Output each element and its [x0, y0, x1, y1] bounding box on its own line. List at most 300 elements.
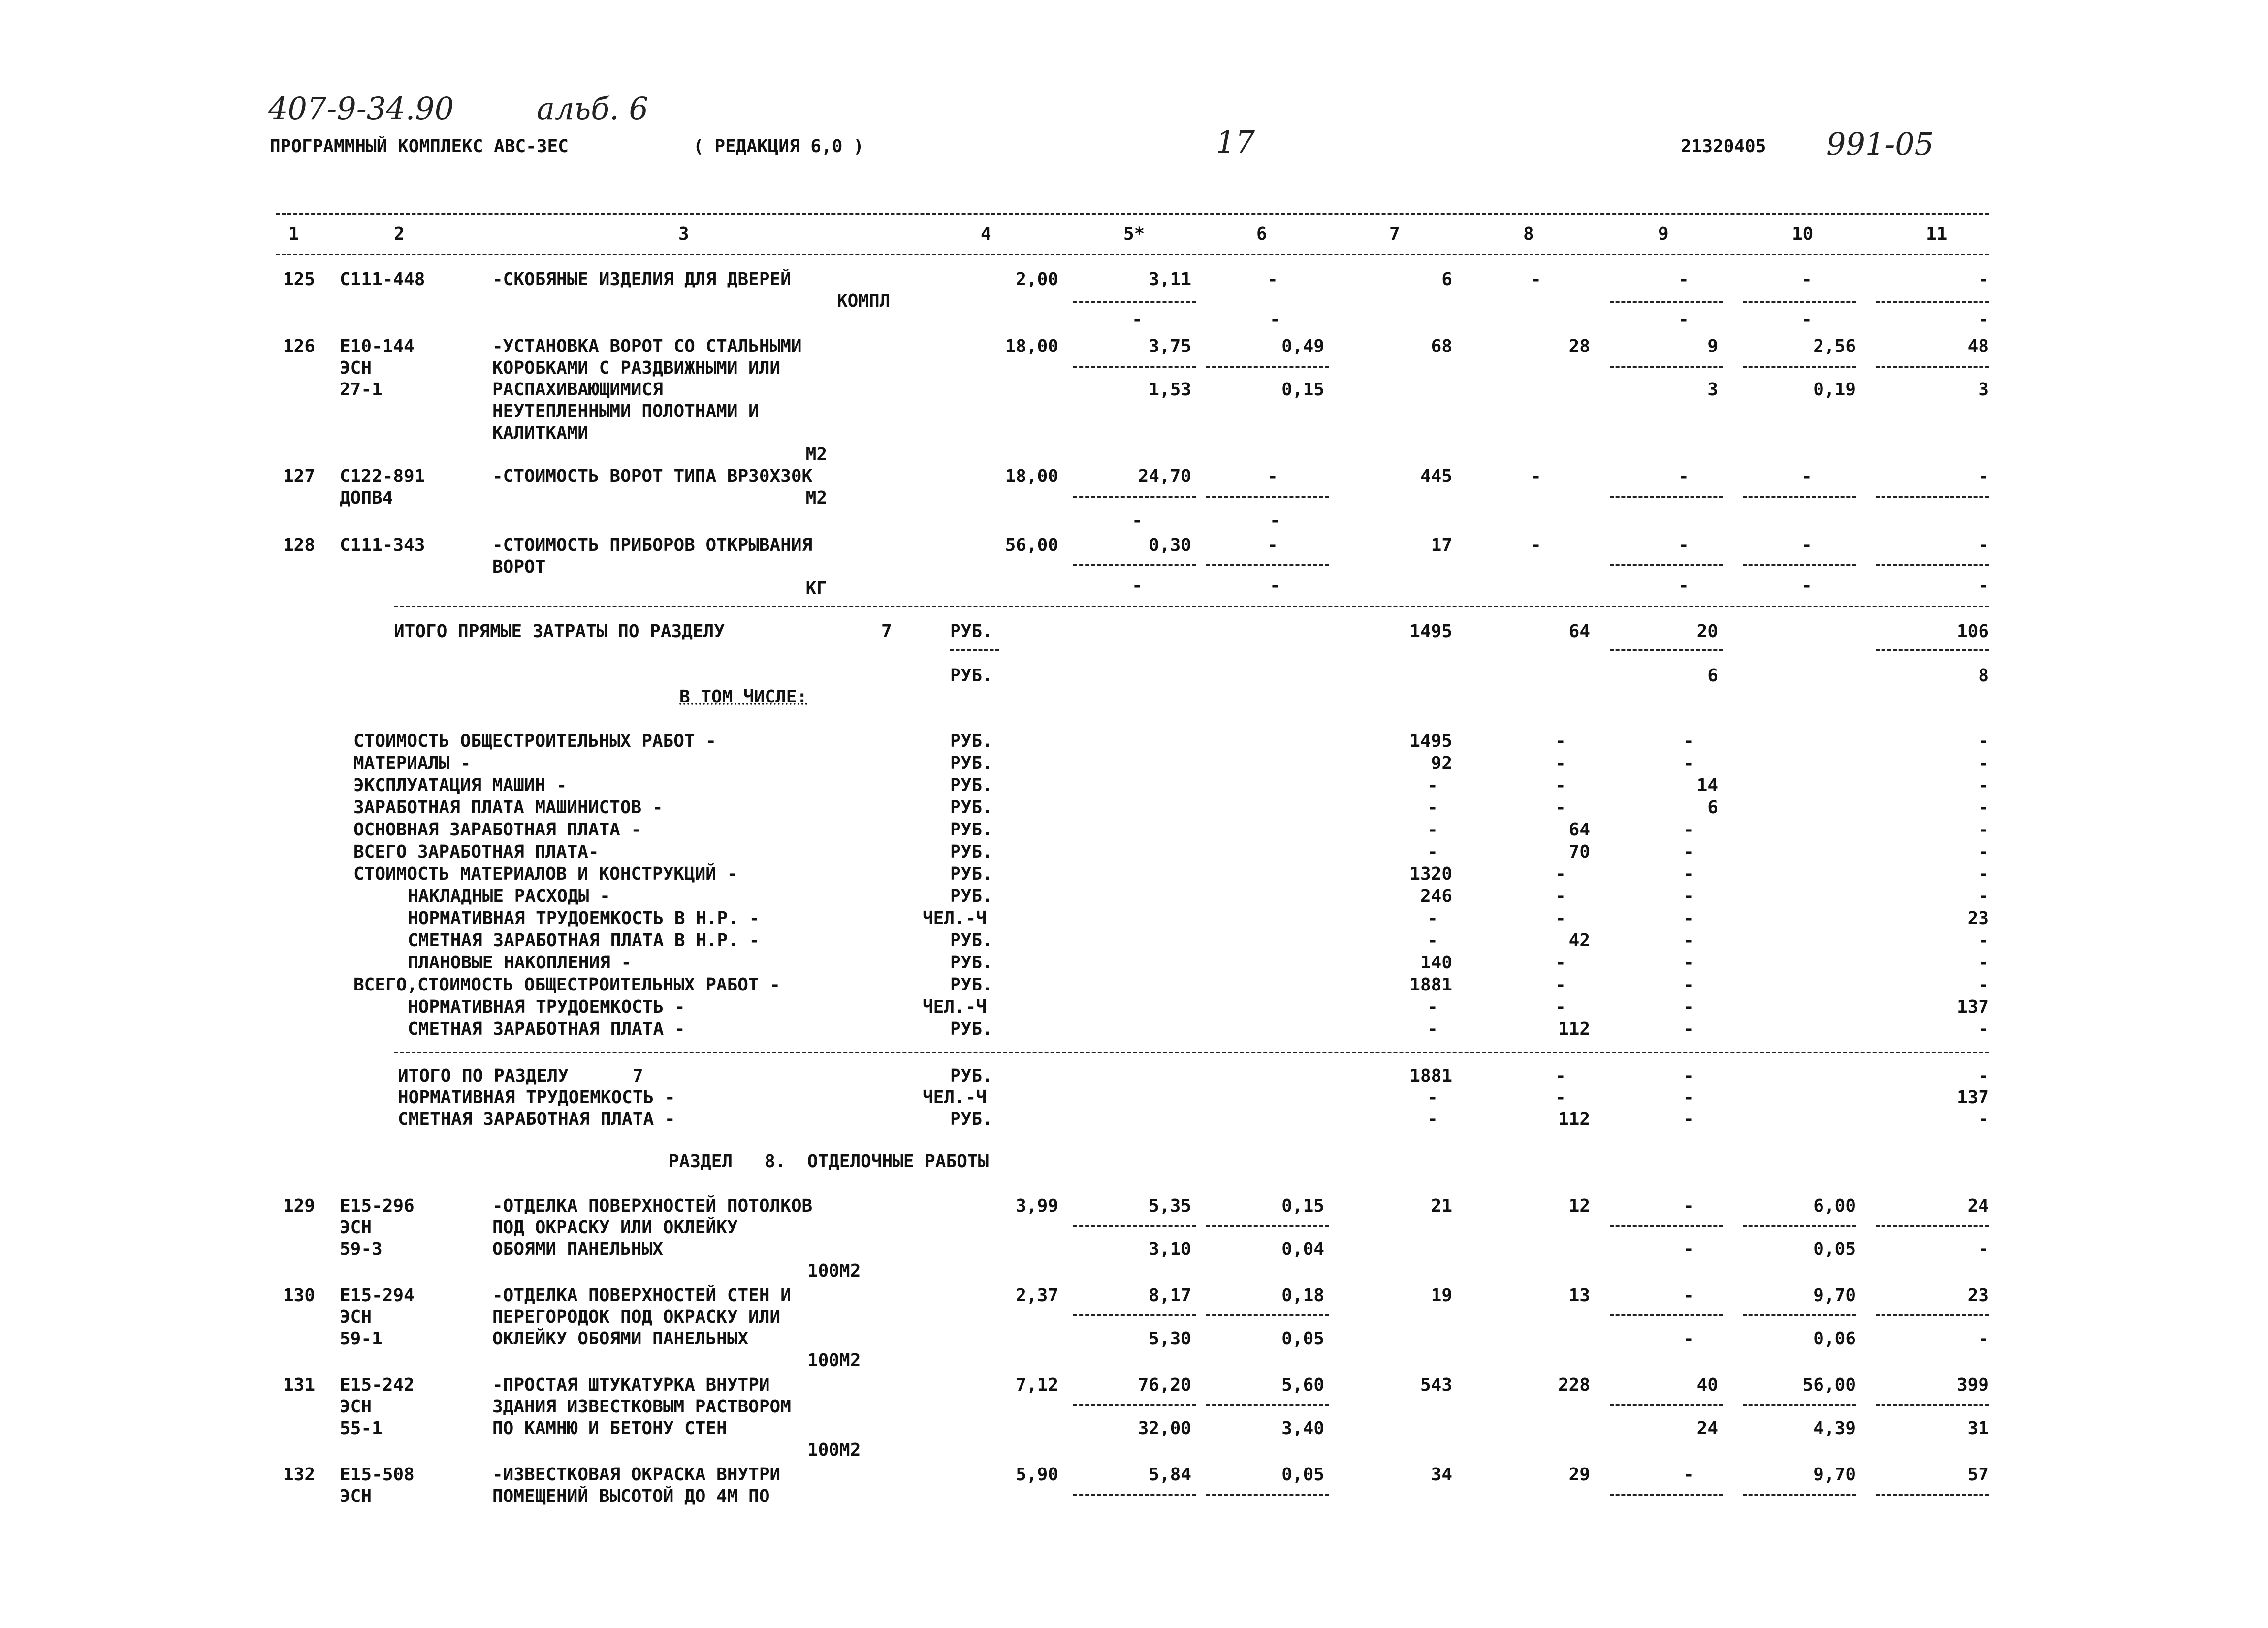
item-unit: КОМПЛ — [837, 291, 891, 311]
item-description-line: ОБОЯМИ ПАНЕЛЬНЫХ — [492, 1239, 663, 1259]
total-direct-label: ИТОГО ПРЯМЫЕ ЗАТРАТЫ ПО РАЗДЕЛУ — [394, 621, 725, 641]
summary-unit: РУБ. — [950, 775, 993, 796]
item-code-source: ДОПВ4 — [340, 488, 393, 508]
cell-c7: 17 — [1431, 535, 1452, 555]
cell-c9: - — [1683, 1196, 1694, 1216]
cell-c11: - — [1978, 731, 1989, 751]
cell-c6-sub: - — [1270, 511, 1280, 531]
cell-c7: 246 — [1420, 886, 1452, 906]
doc-code: 21320405 — [1681, 136, 1766, 157]
cell-c9: - — [1678, 535, 1689, 555]
section-8-underline — [492, 1178, 1290, 1179]
cell-c8: - — [1555, 798, 1566, 818]
cell-c11: 137 — [1956, 997, 1989, 1017]
section-total-rule — [394, 1052, 1989, 1053]
cell-c9: - — [1683, 1285, 1694, 1306]
subtotal-rule — [1743, 1404, 1856, 1406]
item-description-line: НЕУТЕПЛЕННЫМИ ПОЛОТНАМИ И — [492, 401, 759, 421]
cell-c9: - — [1683, 753, 1694, 773]
col-header-3: 3 — [678, 224, 689, 244]
summary-label: ЗАРАБОТНАЯ ПЛАТА МАШИНИСТОВ - — [353, 798, 663, 818]
cell-c9: - — [1683, 886, 1694, 906]
cell-c10-sub: - — [1801, 310, 1812, 330]
cell-c6: - — [1267, 535, 1278, 555]
section-total-label: ИТОГО ПО РАЗДЕЛУ 7 — [398, 1066, 643, 1086]
summary-label: СМЕТНАЯ ЗАРАБОТНАЯ ПЛАТА В Н.Р. - — [408, 930, 760, 951]
subtotal-rule — [1743, 1225, 1856, 1227]
cell-c5: 24,70 — [1138, 466, 1191, 486]
cell-c8: - — [1531, 535, 1541, 555]
cell-c9: - — [1683, 1465, 1694, 1485]
cell-c10-sub: 0,19 — [1813, 380, 1856, 400]
subtotal-rule — [1610, 1314, 1723, 1316]
cell-c6: - — [1267, 269, 1278, 289]
item-unit: 100М2 — [807, 1261, 861, 1281]
cell-c9: - — [1683, 908, 1694, 928]
item-code: С111-343 — [340, 535, 425, 555]
cell-c7: 1495 — [1409, 621, 1452, 641]
including-heading: В ТОМ ЧИСЛЕ: — [679, 687, 808, 707]
cell-c11: 399 — [1956, 1375, 1989, 1395]
cell-c6: 0,05 — [1281, 1465, 1324, 1485]
subtotal-rule — [1073, 1314, 1196, 1316]
cell-c7: - — [1427, 842, 1438, 862]
subtotal-rule — [1610, 1225, 1723, 1227]
cell-c9-sub: 6 — [1707, 666, 1718, 686]
cell-c11-sub: 31 — [1967, 1418, 1989, 1438]
cell-c11: 23 — [1967, 1285, 1989, 1306]
item-description-line: КОРОБКАМИ С РАЗДВИЖНЫМИ ИЛИ — [492, 358, 781, 378]
cell-c11: - — [1978, 466, 1989, 486]
cell-c4: 56,00 — [1005, 535, 1058, 555]
summary-unit: ЧЕЛ.-Ч — [923, 997, 987, 1017]
cell-c11-sub: - — [1978, 575, 1989, 596]
item-number: 129 — [283, 1196, 315, 1216]
col-header-5: 5* — [1123, 224, 1145, 244]
summary-label: ВСЕГО,СТОИМОСТЬ ОБЩЕСТРОИТЕЛЬНЫХ РАБОТ - — [353, 975, 780, 995]
cell-c11-sub: - — [1978, 1329, 1989, 1349]
cell-c11: 24 — [1967, 1196, 1989, 1216]
cell-c5-sub: - — [1132, 575, 1143, 596]
cell-c5: 3,75 — [1149, 336, 1191, 356]
item-code-ref: 59-3 — [340, 1239, 383, 1259]
summary-unit: РУБ. — [950, 731, 993, 751]
cell-c10: - — [1801, 535, 1812, 555]
cell-c4: 3,99 — [1016, 1196, 1058, 1216]
cell-c9: - — [1683, 997, 1694, 1017]
cell-c9-sub: - — [1678, 310, 1689, 330]
cell-c7: - — [1427, 820, 1438, 840]
section-8-title: РАЗДЕЛ 8. ОТДЕЛОЧНЫЕ РАБОТЫ — [669, 1151, 989, 1172]
cell-c5-sub: 32,00 — [1138, 1418, 1191, 1438]
cell-c9-sub: 24 — [1696, 1418, 1718, 1438]
cell-c11-sub: - — [1978, 1239, 1989, 1259]
summary-unit: РУБ. — [950, 886, 993, 906]
section-total-label: СМЕТНАЯ ЗАРАБОТНАЯ ПЛАТА - — [398, 1109, 675, 1129]
cell-c9: - — [1683, 842, 1694, 862]
cell-c8: - — [1531, 269, 1541, 289]
item-number: 126 — [283, 336, 315, 356]
col-header-10: 10 — [1792, 224, 1814, 244]
cell-c9: - — [1683, 1019, 1694, 1039]
subtotal-rule — [1610, 1404, 1723, 1406]
subtotal-rule — [1073, 1225, 1196, 1227]
cell-c6-sub: - — [1270, 310, 1280, 330]
item-description-line: ВОРОТ — [492, 557, 546, 577]
item-description: -ПРОСТАЯ ШТУКАТУРКА ВНУТРИ — [492, 1375, 770, 1395]
item-unit: М2 — [805, 445, 827, 465]
cell-c6-sub: 0,15 — [1281, 380, 1324, 400]
total-direct-section: 7 — [881, 621, 892, 641]
subtotal-rule — [1743, 1314, 1856, 1316]
item-unit: 100М2 — [807, 1350, 861, 1371]
cell-c9: - — [1678, 269, 1689, 289]
cell-c8: - — [1555, 753, 1566, 773]
cell-c11: - — [1978, 864, 1989, 884]
cell-c7: - — [1427, 1087, 1438, 1108]
cell-c6-sub: 3,40 — [1281, 1418, 1324, 1438]
cell-c11-sub: 8 — [1978, 666, 1989, 686]
cell-c6-sub: - — [1270, 575, 1280, 596]
cell-c5-sub: 3,10 — [1149, 1239, 1191, 1259]
summary-unit: ЧЕЛ.-Ч — [923, 908, 987, 928]
cell-c9: - — [1683, 975, 1694, 995]
col-header-4: 4 — [981, 224, 991, 244]
total-rule — [394, 606, 1989, 607]
col-header-11: 11 — [1926, 224, 1948, 244]
cell-c9: - — [1678, 466, 1689, 486]
item-description-line: ПОМЕЩЕНИЙ ВЫСОТОЙ ДО 4М ПО — [492, 1486, 770, 1506]
item-description-line: ПОД ОКРАСКУ ИЛИ ОКЛЕЙКУ — [492, 1217, 738, 1238]
section-total-unit: РУБ. — [950, 1066, 993, 1086]
cell-c11: - — [1978, 753, 1989, 773]
cell-c8: - — [1555, 953, 1566, 973]
cell-c11: - — [1978, 1019, 1989, 1039]
cell-c11: - — [1978, 820, 1989, 840]
summary-label: ПЛАНОВЫЕ НАКОПЛЕНИЯ - — [408, 953, 632, 973]
cell-c9: - — [1683, 820, 1694, 840]
cell-c5: 76,20 — [1138, 1375, 1191, 1395]
cell-c7: 1881 — [1409, 975, 1452, 995]
cell-c8: 112 — [1558, 1109, 1590, 1129]
cell-c9: - — [1683, 864, 1694, 884]
cell-c4: 7,12 — [1016, 1375, 1058, 1395]
summary-unit: РУБ. — [950, 930, 993, 951]
cell-c9: 40 — [1696, 1375, 1718, 1395]
subtotal-rule — [1206, 1225, 1329, 1227]
cell-c7: - — [1427, 1109, 1438, 1129]
subtotal-rule — [1743, 1494, 1856, 1496]
item-code-ref: 59-1 — [340, 1329, 383, 1349]
item-description: -ИЗВЕСТКОВАЯ ОКРАСКА ВНУТРИ — [492, 1465, 781, 1485]
cell-c4: 2,00 — [1016, 269, 1058, 289]
cell-c11: - — [1978, 1109, 1989, 1129]
cell-c7: 19 — [1431, 1285, 1452, 1306]
cell-c8: - — [1555, 864, 1566, 884]
cell-c9: - — [1683, 953, 1694, 973]
subtotal-rule — [1610, 1494, 1723, 1496]
cell-c6: 0,49 — [1281, 336, 1324, 356]
item-description-line: ПО КАМНЮ И БЕТОНУ СТЕН — [492, 1418, 727, 1438]
item-description-line: ОКЛЕЙКУ ОБОЯМИ ПАНЕЛЬНЫХ — [492, 1329, 749, 1349]
cell-c9: - — [1683, 1087, 1694, 1108]
item-description: -ОТДЕЛКА ПОВЕРХНОСТЕЙ СТЕН И — [492, 1285, 791, 1306]
cell-c7: 6 — [1441, 269, 1452, 289]
cell-c8: - — [1555, 908, 1566, 928]
subtotal-rule — [1073, 1494, 1196, 1496]
item-code-source: ЭСН — [340, 1486, 372, 1506]
handwritten-album-number: альб. 6 — [537, 91, 648, 127]
cell-c7: 21 — [1431, 1196, 1452, 1216]
cell-c8: 228 — [1558, 1375, 1590, 1395]
header-bottom-rule — [276, 254, 1989, 255]
summary-label: ОСНОВНАЯ ЗАРАБОТНАЯ ПЛАТА - — [353, 820, 642, 840]
cell-c4: 2,37 — [1016, 1285, 1058, 1306]
section-total-unit: РУБ. — [950, 1109, 993, 1129]
item-number: 131 — [283, 1375, 315, 1395]
cell-c10: 9,70 — [1813, 1285, 1856, 1306]
cell-c5-sub: - — [1132, 511, 1143, 531]
cell-c7: 445 — [1420, 466, 1452, 486]
subtotal-rule — [1876, 1314, 1989, 1316]
cell-c10-sub: 0,05 — [1813, 1239, 1856, 1259]
cell-c11: 137 — [1956, 1087, 1989, 1108]
cell-c10: 9,70 — [1813, 1465, 1856, 1485]
cell-c10: - — [1801, 466, 1812, 486]
subtotal-rule — [1073, 1404, 1196, 1406]
handwritten-project-ref: 407-9-34.90 — [268, 91, 454, 127]
cell-c9: - — [1683, 731, 1694, 751]
summary-unit: РУБ. — [950, 798, 993, 818]
cell-c8: 64 — [1568, 621, 1590, 641]
summary-label: ВСЕГО ЗАРАБОТНАЯ ПЛАТА- — [353, 842, 599, 862]
cell-c7: - — [1427, 908, 1438, 928]
cell-c11-sub: 3 — [1978, 380, 1989, 400]
cell-c10-sub: - — [1801, 575, 1812, 596]
item-description-line: ЗДАНИЯ ИЗВЕСТКОВЫМ РАСТВОРОМ — [492, 1397, 791, 1417]
subtotal-rule — [1876, 1404, 1989, 1406]
cell-c5-sub: 1,53 — [1149, 380, 1191, 400]
cell-c8: - — [1555, 1087, 1566, 1108]
item-code-ref: 55-1 — [340, 1418, 383, 1438]
total-direct-unit: РУБ. — [950, 666, 993, 686]
cell-c7: 1881 — [1409, 1066, 1452, 1086]
cell-c6-sub: 0,04 — [1281, 1239, 1324, 1259]
cell-c8: 112 — [1558, 1019, 1590, 1039]
summary-unit: РУБ. — [950, 953, 993, 973]
subtotal-rule — [1206, 1494, 1329, 1496]
summary-label: МАТЕРИАЛЫ - — [353, 753, 471, 773]
cell-c7: - — [1427, 930, 1438, 951]
cell-c7: 68 — [1431, 336, 1452, 356]
item-number: 132 — [283, 1465, 315, 1485]
cell-c8: 28 — [1568, 336, 1590, 356]
cell-c5: 3,11 — [1149, 269, 1191, 289]
summary-unit: РУБ. — [950, 820, 993, 840]
cell-c11: - — [1978, 842, 1989, 862]
item-code: С111-448 — [340, 269, 425, 289]
cell-c8: - — [1531, 466, 1541, 486]
cell-c8: 12 — [1568, 1196, 1590, 1216]
summary-label: ЭКСПЛУАТАЦИЯ МАШИН - — [353, 775, 567, 796]
summary-unit: РУБ. — [950, 842, 993, 862]
cell-c7: - — [1427, 775, 1438, 796]
cell-c8: - — [1555, 997, 1566, 1017]
cell-c5: 5,84 — [1149, 1465, 1191, 1485]
cell-c6: 5,60 — [1281, 1375, 1324, 1395]
subtotal-rule — [1876, 1494, 1989, 1496]
summary-unit: РУБ. — [950, 975, 993, 995]
item-code: С122-891 — [340, 466, 425, 486]
cell-c7: 140 — [1420, 953, 1452, 973]
cell-c11: - — [1978, 1066, 1989, 1086]
cell-c5-sub: - — [1132, 310, 1143, 330]
summary-label: СТОИМОСТЬ ОБЩЕСТРОИТЕЛЬНЫХ РАБОТ - — [353, 731, 716, 751]
item-description-line: КАЛИТКАМИ — [492, 423, 589, 443]
cell-c4: 18,00 — [1005, 466, 1058, 486]
cell-c11: - — [1978, 975, 1989, 995]
cell-c8: 13 — [1568, 1285, 1590, 1306]
subtotal-rule — [1876, 1225, 1989, 1227]
cell-c6-sub: 0,05 — [1281, 1329, 1324, 1349]
item-code-source: ЭСН — [340, 1307, 372, 1327]
cell-c9: 6 — [1707, 798, 1718, 818]
cell-c7: 1320 — [1409, 864, 1452, 884]
item-number: 125 — [283, 269, 315, 289]
cell-c10: - — [1801, 269, 1812, 289]
item-unit: 100М2 — [807, 1440, 861, 1460]
cell-c9-sub: 3 — [1707, 380, 1718, 400]
summary-unit: РУБ. — [950, 1019, 993, 1039]
summary-label: СМЕТНАЯ ЗАРАБОТНАЯ ПЛАТА - — [408, 1019, 685, 1039]
summary-label: НОРМАТИВНАЯ ТРУДОЕМКОСТЬ В Н.Р. - — [408, 908, 760, 928]
section-total-label: НОРМАТИВНАЯ ТРУДОЕМКОСТЬ - — [398, 1087, 675, 1108]
cell-c5: 0,30 — [1149, 535, 1191, 555]
cell-c5-sub: 5,30 — [1149, 1329, 1191, 1349]
cell-c9: 20 — [1696, 621, 1718, 641]
cell-c8: 64 — [1568, 820, 1590, 840]
program-name: ПРОГРАММНЫЙ КОМПЛЕКС АВС-ЗЕС — [270, 136, 569, 157]
cell-c8: 29 — [1568, 1465, 1590, 1485]
summary-unit: РУБ. — [950, 753, 993, 773]
item-code-source: ЭСН — [340, 358, 372, 378]
cell-c6: 0,15 — [1281, 1196, 1324, 1216]
cell-c7: 1495 — [1409, 731, 1452, 751]
cell-c8: - — [1555, 775, 1566, 796]
item-description-line: ПЕРЕГОРОДОК ПОД ОКРАСКУ ИЛИ — [492, 1307, 781, 1327]
item-description-line: РАСПАХИВАЮЩИМИСЯ — [492, 380, 663, 400]
cell-c4: 5,90 — [1016, 1465, 1058, 1485]
cell-c11: 57 — [1967, 1465, 1989, 1485]
cell-c7: 34 — [1431, 1465, 1452, 1485]
col-header-2: 2 — [394, 224, 405, 244]
cell-c9-sub: - — [1678, 575, 1689, 596]
cell-c11: 48 — [1967, 336, 1989, 356]
item-code: Е15-294 — [340, 1285, 415, 1306]
cell-c6: - — [1267, 466, 1278, 486]
cell-c5: 5,35 — [1149, 1196, 1191, 1216]
subtotal-rule — [1206, 1314, 1329, 1316]
cell-c10: 56,00 — [1802, 1375, 1856, 1395]
cell-c9-sub: - — [1683, 1239, 1694, 1259]
cell-c11: - — [1978, 269, 1989, 289]
table-top-rule — [276, 213, 1989, 215]
cell-c11: - — [1978, 798, 1989, 818]
col-header-7: 7 — [1389, 224, 1400, 244]
cell-c11: - — [1978, 886, 1989, 906]
cell-c9: 14 — [1696, 775, 1718, 796]
subtotal-rule — [1206, 1404, 1329, 1406]
cell-c9-sub: - — [1683, 1329, 1694, 1349]
item-description: -СТОИМОСТЬ ПРИБОРОВ ОТКРЫВАНИЯ — [492, 535, 813, 555]
cell-c11: - — [1978, 953, 1989, 973]
cell-c5: 8,17 — [1149, 1285, 1191, 1306]
item-description: -СКОБЯНЫЕ ИЗДЕЛИЯ ДЛЯ ДВЕРЕЙ — [492, 269, 791, 289]
cell-c4: 18,00 — [1005, 336, 1058, 356]
item-number: 127 — [283, 466, 315, 486]
cell-c8: 70 — [1568, 842, 1590, 862]
cell-c10: 2,56 — [1813, 336, 1856, 356]
cell-c7: 92 — [1431, 753, 1452, 773]
cell-c11: - — [1978, 930, 1989, 951]
col-header-8: 8 — [1523, 224, 1534, 244]
item-code: Е10-144 — [340, 336, 415, 356]
col-header-9: 9 — [1658, 224, 1669, 244]
cell-c7: - — [1427, 798, 1438, 818]
total-direct-unit: РУБ. — [950, 621, 993, 641]
col-header-1: 1 — [288, 224, 299, 244]
handwritten-doc-number: 991-05 — [1826, 126, 1934, 162]
col-header-6: 6 — [1256, 224, 1267, 244]
cell-c11-sub: - — [1978, 310, 1989, 330]
cell-c7: 543 — [1420, 1375, 1452, 1395]
cell-c9: - — [1683, 1066, 1694, 1086]
cell-c8: - — [1555, 975, 1566, 995]
cell-c10-sub: 4,39 — [1813, 1418, 1856, 1438]
cell-c7: - — [1427, 997, 1438, 1017]
item-code: Е15-242 — [340, 1375, 415, 1395]
cell-c8: - — [1555, 1066, 1566, 1086]
item-code-source: ЭСН — [340, 1397, 372, 1417]
summary-unit: РУБ. — [950, 864, 993, 884]
cell-c9: - — [1683, 1109, 1694, 1129]
cell-c8: 42 — [1568, 930, 1590, 951]
cell-c9: - — [1683, 930, 1694, 951]
handwritten-page-number: 17 — [1216, 124, 1255, 160]
summary-label: НАКЛАДНЫЕ РАСХОДЫ - — [408, 886, 610, 906]
item-number: 130 — [283, 1285, 315, 1306]
item-code-ref: 27-1 — [340, 380, 383, 400]
cell-c11: 23 — [1967, 908, 1989, 928]
item-description: -ОТДЕЛКА ПОВЕРХНОСТЕЙ ПОТОЛКОВ — [492, 1196, 813, 1216]
item-code-source: ЭСН — [340, 1217, 372, 1238]
cell-c8: - — [1555, 731, 1566, 751]
item-description: -УСТАНОВКА ВОРОТ СО СТАЛЬНЫМИ — [492, 336, 802, 356]
cell-c7: - — [1427, 1019, 1438, 1039]
program-edition: ( РЕДАКЦИЯ 6,0 ) — [693, 136, 864, 157]
item-unit: КГ — [805, 578, 827, 599]
cell-c6: 0,18 — [1281, 1285, 1324, 1306]
item-number: 128 — [283, 535, 315, 555]
cell-c11: - — [1978, 535, 1989, 555]
cell-c11: 106 — [1956, 621, 1989, 641]
cell-c10: 6,00 — [1813, 1196, 1856, 1216]
section-total-unit: ЧЕЛ.-Ч — [923, 1087, 987, 1108]
item-unit: М2 — [805, 488, 827, 508]
item-code: Е15-296 — [340, 1196, 415, 1216]
summary-label: СТОИМОСТЬ МАТЕРИАЛОВ И КОНСТРУКЦИЙ - — [353, 864, 738, 884]
item-code: Е15-508 — [340, 1465, 415, 1485]
